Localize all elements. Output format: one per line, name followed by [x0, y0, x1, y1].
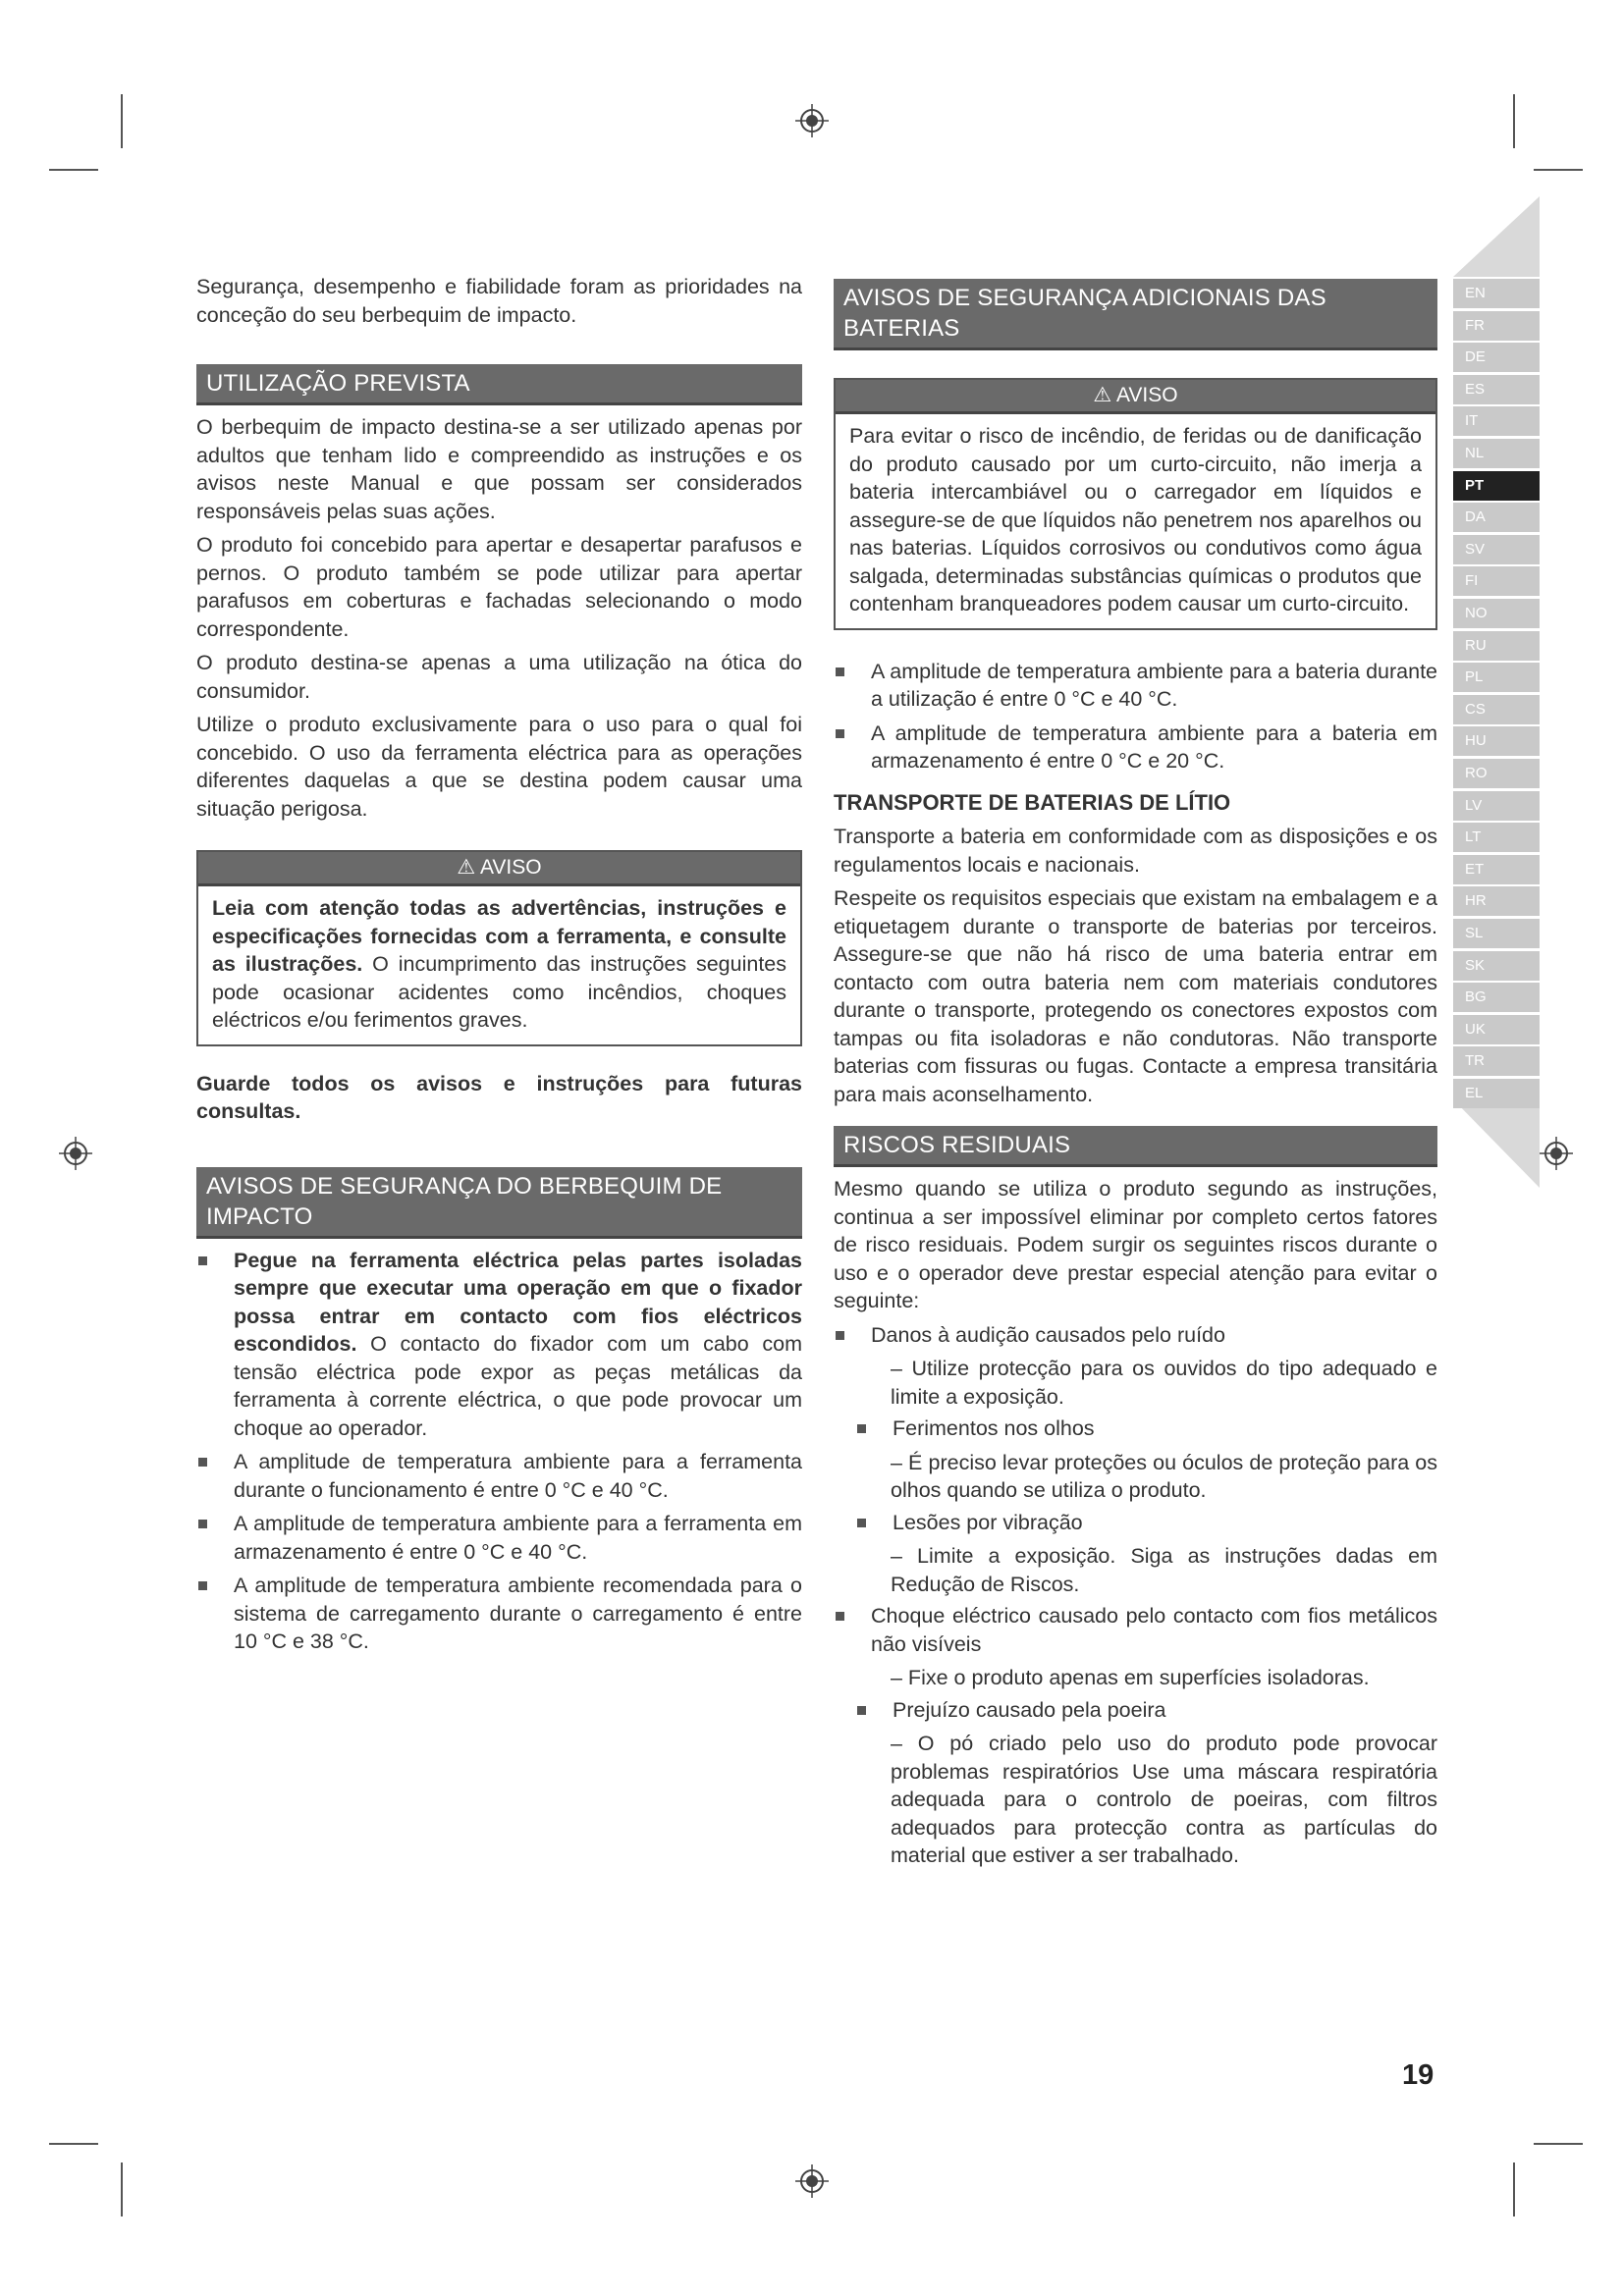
language-tab-pt[interactable]: PT [1453, 471, 1540, 501]
bullet-icon [836, 1612, 844, 1621]
registration-mark-icon [795, 2164, 829, 2198]
language-tab-lt[interactable]: LT [1453, 823, 1540, 852]
dash-item: – Limite a exposição. Siga as instruções dadas em Redução de Riscos. [891, 1544, 1437, 1596]
bullet-icon [836, 729, 844, 738]
bullet-icon [198, 1458, 207, 1467]
crop-mark [1513, 94, 1515, 148]
warning-triangle-icon: ⚠ [457, 856, 476, 879]
list-item-text: Danos à audição causados pelo ruído [871, 1322, 1225, 1347]
list-item [834, 1321, 1437, 1350]
list-item-text: Ferimentos nos olhos [893, 1416, 1095, 1440]
riscos-sublist [834, 1415, 1437, 1443]
warning-title [836, 380, 1435, 414]
transporte-paragraph: Respeite os requisitos especiais que existam na embalagem e a etiquetagem durante o transporte de baterias por terceiros. Assegure-se que não há risco de uma bateria entrar em contacto com outra bateria nem com materiais condutores durante o transporte, protegendo os conectores expostos com tampas ou fita isoladoras e não condutoras. Não transporte baterias com fissuras ou fugas. Contacte a empresa transitária para mais aconselhamento. [834, 886, 1437, 1106]
language-tab-et[interactable]: ET [1453, 855, 1540, 884]
utilizacao-paragraph: O produto destina-se apenas a uma utilização na ótica do consumidor. [196, 651, 802, 703]
transporte-heading: TRANSPORTE DE BATERIAS DE LÍTIO [834, 789, 1231, 815]
sidebar-triangle-bottom [1453, 1099, 1540, 1188]
language-tab-es[interactable]: ES [1453, 375, 1540, 404]
section-header-seguranca-berbequim: AVISOS DE SEGURANÇA DO BERBEQUIM DE IMPACTO [196, 1167, 802, 1239]
utilizacao-paragraph: O berbequim de impacto destina-se a ser utilizado apenas por adultos que tenham lido e compreendido as instruções e os avisos neste Manual e que possam ser considerados responsáveis pelas suas ações. [196, 415, 802, 523]
list-item-text: O contacto do fixador com um cabo com tensão eléctrica pode expor as peças metálicas da ferramenta à corrente eléctrica, o que pode provocar um choque ao operador. [234, 1332, 802, 1440]
bullet-icon [836, 1331, 844, 1340]
utilizacao-paragraph: O produto foi concebido para apertar e desapertar parafusos e pernos. O produto também se pode utilizar para apertar parafusos em coberturas e fachadas selecionando o modo correspondente. [196, 533, 802, 641]
language-tab-sv[interactable]: SV [1453, 535, 1540, 564]
warning-title-text: AVISO [479, 856, 542, 879]
bullet-icon [857, 1519, 866, 1527]
riscos-paragraph: Mesmo quando se utiliza o produto segundo as instruções, continua a ser impossível eliminar por completo certos fatores de risco residuais. Podem surgir os seguintes riscos durante o uso e o operador deve prestar especial atenção para evitar o seguinte: [834, 1177, 1437, 1312]
riscos-sublist [834, 1696, 1437, 1725]
warning-body [198, 886, 800, 1044]
intro-text: Segurança, desempenho e fiabilidade foram as prioridades na conceção do seu berbequim de impacto. [196, 275, 802, 327]
left-column [196, 273, 802, 1662]
registration-mark-icon [1540, 1137, 1573, 1170]
list-item [834, 1509, 1437, 1537]
bullet-icon [198, 1520, 207, 1528]
bullet-icon [198, 1581, 207, 1590]
language-tab-uk[interactable]: UK [1453, 1015, 1540, 1044]
riscos-list [834, 1602, 1437, 1658]
dash-item: – Fixe o produto apenas em superfícies isoladoras. [891, 1666, 1370, 1689]
list-item-text: A amplitude de temperatura ambiente para a ferramenta durante o funcionamento é entre 0 °C e 40 °C. [234, 1450, 802, 1502]
warning-body: Para evitar o risco de incêndio, de feridas ou de danificação do produto causado por um curto-circuito, não imerja a bateria intercambiável ou o carregador em líquidos e assegure-se de que líquidos não penetrem nos aparelhos ou nas baterias. Líquidos corrosivos ou condutivos como água salgada, determinadas substâncias químicas o produtos que contenham branqueadores podem causar um curto-circuito. [849, 424, 1422, 615]
language-tab-fi[interactable]: FI [1453, 566, 1540, 596]
language-tab-sl[interactable]: SL [1453, 919, 1540, 948]
dash-item: – O pó criado pelo uso do produto pode provocar problemas respiratórios Use uma máscara respiratória adequada para o controlo de poeiras, com filtros adequados para protecção contra as partículas do material que estiver a ser trabalhado. [891, 1732, 1437, 1867]
language-tab-hr[interactable]: HR [1453, 886, 1540, 916]
guarde-text: Guarde todos os avisos e instruções para futuras consultas. [196, 1071, 802, 1123]
crop-mark [1534, 169, 1583, 171]
warning-box [834, 378, 1437, 630]
language-tab-pl[interactable]: PL [1453, 663, 1540, 692]
section-header-riscos: RISCOS RESIDUAIS [834, 1126, 1437, 1167]
language-tab-el[interactable]: EL [1453, 1079, 1540, 1108]
section-header-utilizacao: UTILIZAÇÃO PREVISTA [196, 364, 802, 405]
warning-title-text: AVISO [1115, 384, 1178, 406]
language-tab-cs[interactable]: CS [1453, 695, 1540, 724]
language-tab-da[interactable]: DA [1453, 503, 1540, 532]
list-item-text: A amplitude de temperatura ambiente recomendada para o sistema de carregamento durante o carregamento é entre 10 °C e 38 °C. [234, 1574, 802, 1653]
language-tab-bg[interactable]: BG [1453, 983, 1540, 1012]
warning-text: O incumprimento das instruções seguintes pode ocasionar acidentes como incêndios, choques eléctricos e/ou ferimentos graves. [212, 952, 787, 1032]
page-number: 19 [1402, 2059, 1435, 2091]
list-item [834, 1696, 1437, 1725]
list-item-text: Choque eléctrico causado pelo contacto com fios metálicos não visíveis [871, 1604, 1437, 1656]
bullet-icon [836, 667, 844, 676]
crop-mark [121, 2163, 123, 2216]
list-item [834, 1415, 1437, 1443]
crop-mark [49, 169, 98, 171]
warning-title [198, 852, 800, 886]
sidebar-triangle-top [1453, 196, 1540, 277]
list-item-text: Lesões por vibração [893, 1510, 1083, 1534]
language-tab-de[interactable]: DE [1453, 343, 1540, 372]
utilizacao-paragraph: Utilize o produto exclusivamente para o uso para o qual foi concebido. O uso da ferramenta eléctrica para as operações diferentes daquelas a que se destina podem causar uma situação perigosa. [196, 713, 802, 821]
list-item [196, 1510, 802, 1566]
registration-mark-icon [59, 1137, 92, 1170]
warning-box [196, 850, 802, 1046]
riscos-list [834, 1321, 1437, 1350]
seguranca-list [196, 1247, 802, 1656]
riscos-sublist [834, 1509, 1437, 1537]
crop-mark [49, 2143, 98, 2145]
list-item [196, 1448, 802, 1504]
warning-triangle-icon: ⚠ [1093, 384, 1112, 406]
list-item-text: A amplitude de temperatura ambiente para a ferramenta em armazenamento é entre 0 °C e 40 °C. [234, 1512, 802, 1564]
language-tab-no[interactable]: NO [1453, 599, 1540, 628]
registration-mark-icon [795, 104, 829, 137]
bullet-icon [857, 1706, 866, 1715]
language-tab-tr[interactable]: TR [1453, 1046, 1540, 1076]
list-item-bold: Pegue na ferramenta eléctrica pelas partes isoladas sempre que executar uma operação em que o fixador possa entrar em contacto com fios eléctricos escondidos. [234, 1248, 802, 1356]
language-tabs [1453, 196, 1540, 1188]
warning-bold-text: Leia com atenção todas as advertências, instruções e especificações fornecidas com a ferramenta, e consulte as ilustrações. [212, 896, 786, 976]
language-tab-it[interactable]: IT [1453, 406, 1540, 436]
language-tab-sk[interactable]: SK [1453, 951, 1540, 981]
list-item-text: A amplitude de temperatura ambiente para a bateria em armazenamento é entre 0 °C e 20 °C. [871, 721, 1437, 773]
language-tab-nl[interactable]: NL [1453, 439, 1540, 468]
baterias-list [834, 658, 1437, 775]
dash-item: – Utilize protecção para os ouvidos do tipo adequado e limite a exposição. [891, 1357, 1437, 1409]
list-item-text: Prejuízo causado pela poeira [893, 1697, 1166, 1722]
list-item-text: A amplitude de temperatura ambiente para a bateria durante a utilização é entre 0 °C e 40 °C. [871, 659, 1437, 711]
list-item [834, 658, 1437, 714]
list-item [834, 720, 1437, 775]
transporte-paragraph: Transporte a bateria em conformidade com as disposições e os regulamentos locais e nacionais. [834, 825, 1437, 877]
crop-mark [121, 94, 123, 148]
list-item [196, 1247, 802, 1443]
bullet-icon [198, 1256, 207, 1265]
right-column [834, 279, 1437, 1874]
crop-mark [1534, 2143, 1583, 2145]
language-tab-ru[interactable]: RU [1453, 631, 1540, 661]
language-tab-hu[interactable]: HU [1453, 726, 1540, 756]
list-item [196, 1572, 802, 1656]
language-tab-fr[interactable]: FR [1453, 311, 1540, 341]
language-tab-ro[interactable]: RO [1453, 759, 1540, 788]
list-item [834, 1602, 1437, 1658]
language-tab-en[interactable]: EN [1453, 279, 1540, 308]
language-tab-lv[interactable]: LV [1453, 791, 1540, 821]
bullet-icon [857, 1424, 866, 1433]
dash-item: – É preciso levar proteções ou óculos de proteção para os olhos quando se utiliza o produto. [891, 1450, 1437, 1502]
crop-mark [1513, 2163, 1515, 2216]
section-header-baterias: AVISOS DE SEGURANÇA ADICIONAIS DAS BATERIAS [834, 279, 1437, 350]
